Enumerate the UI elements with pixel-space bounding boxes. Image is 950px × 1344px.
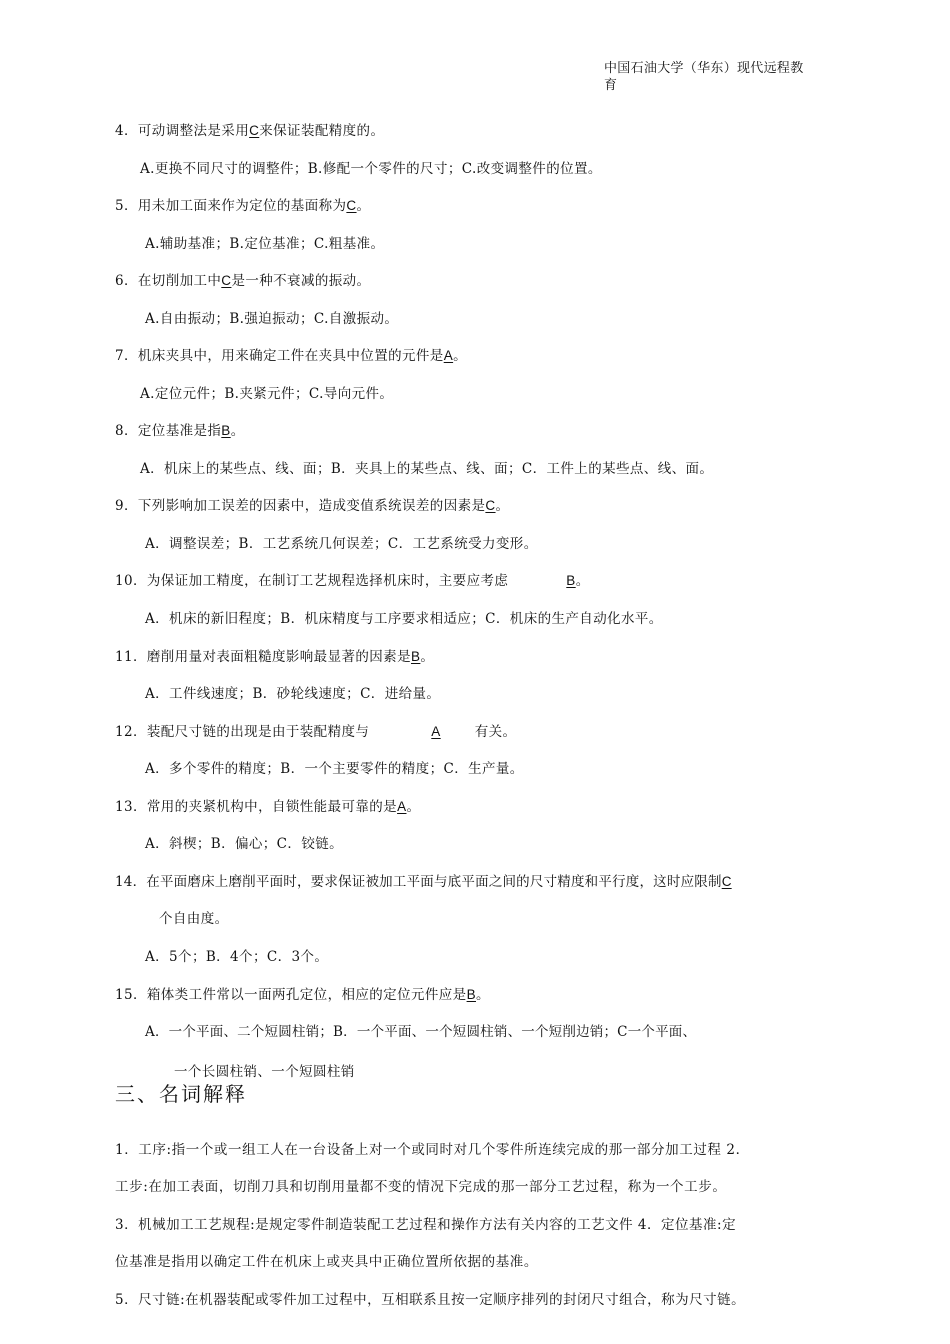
question-14-stem: 14．在平面磨床上磨削平面时，要求保证被加工平面与底平面之间的尺寸精度和平行度，这时应限制C (115, 874, 732, 890)
question-7-options: A.定位元件；B.夹紧元件；C.导向元件。 (140, 386, 394, 402)
answer-8: B (221, 423, 231, 438)
question-15-stem: 15．箱体类工件常以一面两孔定位，相应的定位元件应是B。 (115, 987, 490, 1003)
answer-4: C (249, 123, 260, 138)
answer-14: C (721, 874, 732, 889)
question-13-options: A．斜楔；B．偏心；C．铰链。 (145, 836, 343, 852)
answer-12: A (431, 724, 441, 739)
question-8-stem: 8．定位基准是指B。 (115, 423, 245, 439)
question-13-stem: 13．常用的夹紧机构中，自锁性能最可靠的是A。 (115, 799, 421, 815)
term-line-1: 1．工序:指一个或一组工人在一台设备上对一个或同时对几个零件所连续完成的那一部分加工过程 2． (115, 1142, 750, 1158)
question-11-options: A．工件线速度；B．砂轮线速度；C．进给量。 (145, 686, 441, 702)
question-14-options: A．5个；B．4个；C．3个。 (145, 949, 329, 965)
question-8-options: A．机床上的某些点、线、面；B．夹具上的某些点、线、面；C．工件上的某些点、线、面。 (140, 461, 714, 477)
answer-9: C (485, 498, 496, 513)
question-9-stem: 9．下列影响加工误差的因素中，造成变值系统误差的因素是C。 (115, 498, 510, 514)
term-line-2: 工步:在加工表面，切削刀具和切削用量都不变的情况下完成的那一部分工艺过程，称为一个工步。 (115, 1179, 727, 1195)
question-4-stem: 4．可动调整法是采用C来保证装配精度的。 (115, 123, 385, 139)
answer-11: B (410, 649, 421, 664)
question-4-options: A.更换不同尺寸的调整件；B.修配一个零件的尺寸；C.改变调整件的位置。 (140, 161, 602, 177)
question-14-stem-cont: 个自由度。 (159, 911, 229, 927)
question-5-options: A.辅助基准；B.定位基准；C.粗基准。 (145, 236, 385, 252)
question-15-options-cont: 一个长圆柱销、一个短圆柱销 (174, 1064, 355, 1080)
answer-7: A (443, 348, 454, 363)
section-title-terms: 三、名词解释 (115, 1082, 247, 1106)
answer-15: B (466, 987, 476, 1002)
question-10-options: A．机床的新旧程度；B．机床精度与工序要求相适应；C．机床的生产自动化水平。 (145, 611, 663, 627)
answer-10: B (566, 573, 576, 588)
question-9-options: A．调整误差；B．工艺系统几何误差；C．工艺系统受力变形。 (145, 536, 538, 552)
question-6-stem: 6．在切削加工中C是一种不衰减的振动。 (115, 273, 371, 289)
question-12-options: A．多个零件的精度；B．一个主要零件的精度；C．生产量。 (145, 761, 524, 777)
question-15-options: A．一个平面、二个短圆柱销；B．一个平面、一个短圆柱销、一个短削边销；C一个平面、 (145, 1024, 697, 1040)
answer-13: A (397, 799, 407, 814)
question-12-stem: 12．装配尺寸链的出现是由于装配精度与 A 有关。 (115, 724, 517, 740)
question-11-stem: 11．磨削用量对表面粗糙度影响最显著的因素是B。 (115, 649, 435, 665)
page-header (604, 60, 829, 94)
question-7-stem: 7．机床夹具中，用来确定工件在夹具中位置的元件是A。 (115, 348, 468, 364)
answer-5: C (346, 198, 357, 213)
term-line-3: 3．机械加工工艺规程:是规定零件制造装配工艺过程和操作方法有关内容的工艺文件 4．定位基准:定 (115, 1217, 737, 1233)
question-5-stem: 5．用未加工面来作为定位的基面称为C。 (115, 198, 371, 214)
term-line-5: 5．尺寸链:在机器装配或零件加工过程中，互相联系且按一定顺序排列的封闭尺寸组合，称为尺寸链。 (115, 1292, 746, 1308)
header-line-1: 中国石油大学（华东）现代远程教 (604, 61, 804, 76)
question-10-stem: 10．为保证加工精度，在制订工艺规程选择机床时，主要应考虑 B。 (115, 573, 590, 589)
answer-6: C (221, 273, 232, 288)
header-line-2: 育 (604, 78, 618, 93)
question-6-options: A.自由振动；B.强迫振动；C.自激振动。 (145, 311, 399, 327)
term-line-4: 位基准是指用以确定工件在机床上或夹具中正确位置所依据的基准。 (115, 1254, 538, 1270)
